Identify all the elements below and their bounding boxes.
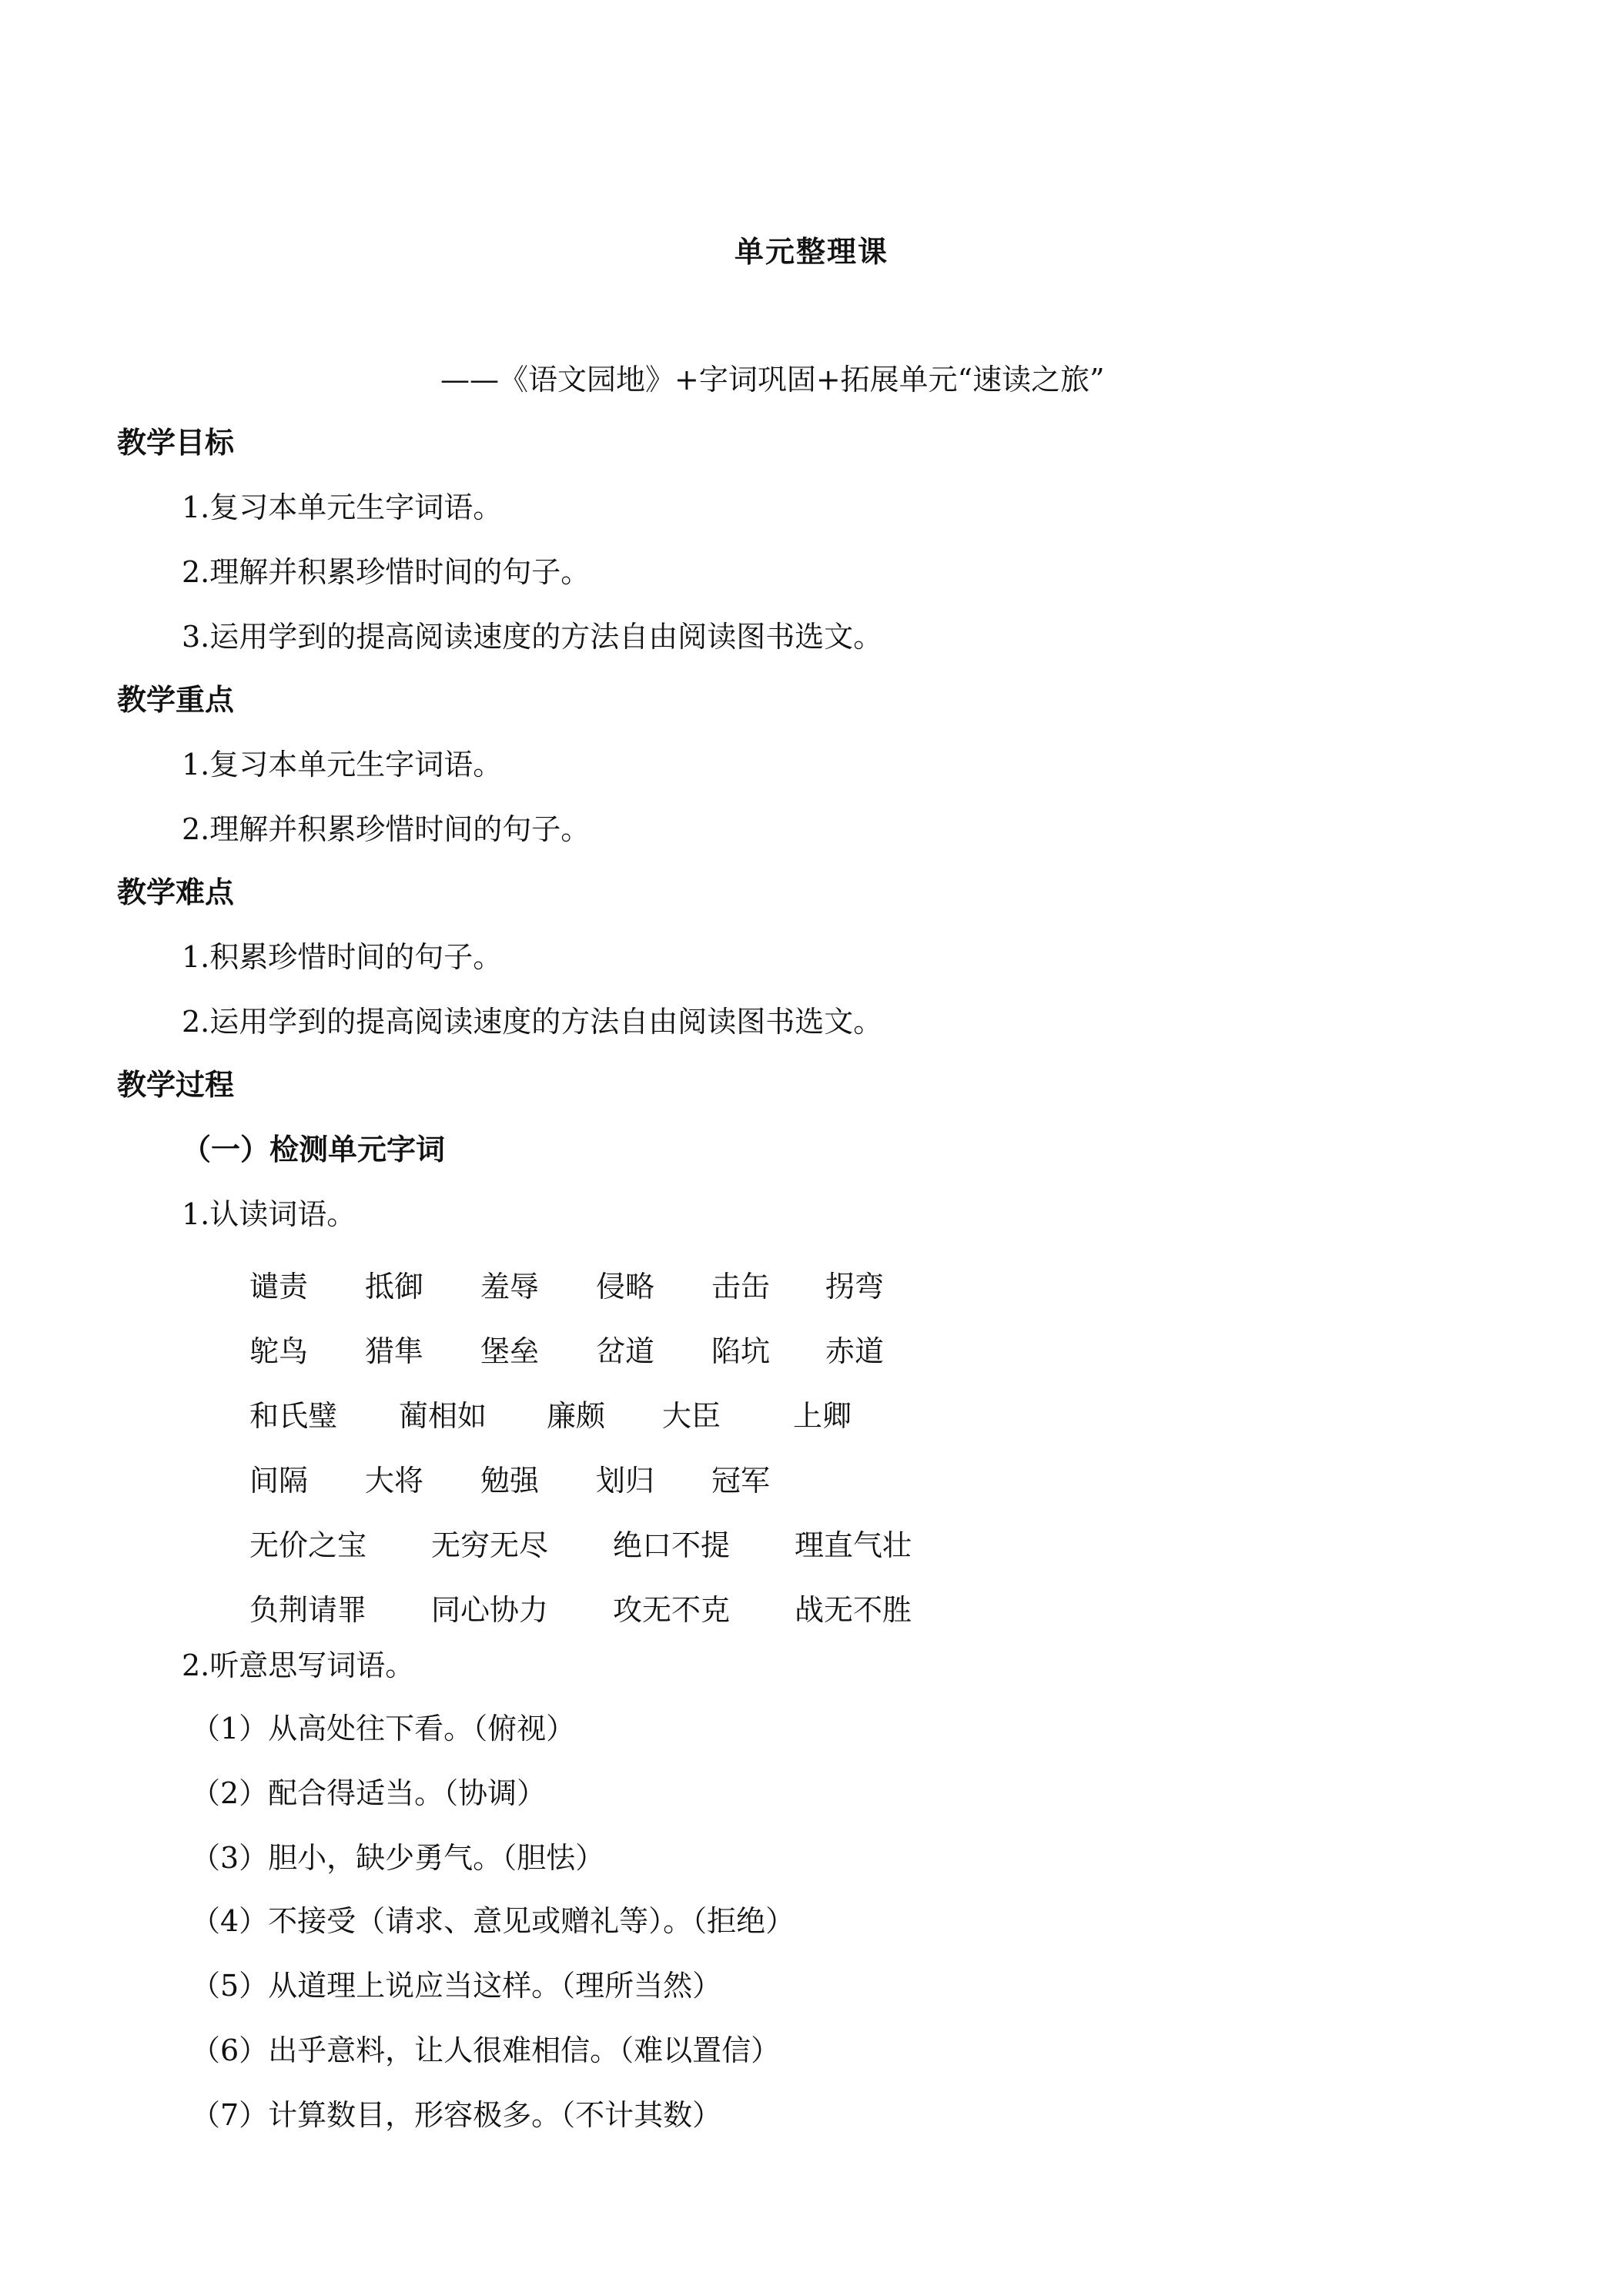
vocab-word: 击缶 bbox=[711, 1270, 771, 1304]
vocab-word: 抵御 bbox=[365, 1270, 424, 1304]
vocab-word: 绝口不提 bbox=[613, 1528, 731, 1562]
dictation-item: （6）出乎意料，让人很难相信。（难以置信） bbox=[191, 2033, 781, 2067]
difficulty-item: 2.运用学到的提高阅读速度的方法自由阅读图书选文。 bbox=[182, 1005, 883, 1039]
vocab-word: 勉强 bbox=[480, 1464, 540, 1498]
vocab-word: 大将 bbox=[365, 1464, 424, 1498]
dictation-item: （5）从道理上说应当这样。（理所当然） bbox=[191, 1969, 722, 2003]
vocab-word: 侵略 bbox=[596, 1270, 655, 1304]
objective-item: 1.复习本单元生字词语。 bbox=[182, 490, 503, 524]
vocab-word: 负荆请罪 bbox=[249, 1593, 367, 1627]
vocab-word: 羞辱 bbox=[480, 1270, 540, 1304]
vocab-word: 无穷无尽 bbox=[431, 1528, 549, 1562]
section-heading-difficulties: 教学难点 bbox=[117, 875, 235, 909]
vocab-word: 廉颇 bbox=[547, 1399, 606, 1433]
key-point-item: 2.理解并积累珍惜时间的句子。 bbox=[182, 812, 591, 846]
part1-heading: （一）检测单元字词 bbox=[182, 1133, 446, 1166]
vocab-word: 拐弯 bbox=[825, 1270, 885, 1304]
vocab-word: 同心协力 bbox=[431, 1593, 549, 1627]
vocab-word: 赤道 bbox=[825, 1334, 885, 1368]
vocab-word: 堡垒 bbox=[480, 1334, 540, 1368]
dictation-item: （1）从高处往下看。（俯视） bbox=[191, 1712, 576, 1745]
section-heading-objectives: 教学目标 bbox=[117, 426, 235, 460]
vocab-word: 谴责 bbox=[249, 1270, 309, 1304]
vocab-word: 战无不胜 bbox=[795, 1593, 912, 1627]
key-point-item: 1.复习本单元生字词语。 bbox=[182, 748, 503, 782]
page-title: 单元整理课 bbox=[734, 235, 888, 269]
vocab-word: 攻无不克 bbox=[613, 1593, 731, 1627]
vocab-word: 鸵鸟 bbox=[249, 1334, 309, 1368]
read-words-label: 1.认读词语。 bbox=[182, 1197, 356, 1231]
section-heading-key-points: 教学重点 bbox=[117, 683, 235, 717]
vocab-word: 和氏璧 bbox=[249, 1399, 338, 1433]
vocab-word: 蔺相如 bbox=[399, 1399, 487, 1433]
vocab-word: 上卿 bbox=[793, 1399, 852, 1433]
vocab-word: 划归 bbox=[596, 1464, 655, 1498]
vocab-word: 冠军 bbox=[711, 1464, 771, 1498]
vocab-word: 大臣 bbox=[662, 1399, 721, 1433]
difficulty-item: 1.积累珍惜时间的句子。 bbox=[182, 940, 503, 974]
vocab-word: 无价之宝 bbox=[249, 1528, 367, 1562]
vocab-word: 间隔 bbox=[249, 1464, 309, 1498]
dictation-item: （3）胆小，缺少勇气。（胆怯） bbox=[191, 1841, 605, 1875]
objective-item: 3.运用学到的提高阅读速度的方法自由阅读图书选文。 bbox=[182, 620, 883, 654]
vocab-word: 猎隼 bbox=[365, 1334, 424, 1368]
objective-item: 2.理解并积累珍惜时间的句子。 bbox=[182, 555, 591, 589]
vocab-word: 岔道 bbox=[596, 1334, 655, 1368]
dictation-item: （7）计算数目，形容极多。（不计其数） bbox=[191, 2098, 722, 2132]
dictation-item: （4）不接受（请求、意见或赠礼等）。（拒绝） bbox=[191, 1904, 795, 1938]
dictation-label: 2.听意思写词语。 bbox=[182, 1648, 415, 1682]
vocab-word: 陷坑 bbox=[711, 1334, 771, 1368]
vocab-word: 理直气壮 bbox=[795, 1528, 912, 1562]
page-subtitle: ——《语文园地》+字词巩固+拓展单元“速读之旅” bbox=[440, 363, 1105, 397]
dictation-item: （2）配合得适当。（协调） bbox=[191, 1776, 547, 1810]
section-heading-process: 教学过程 bbox=[117, 1068, 235, 1102]
